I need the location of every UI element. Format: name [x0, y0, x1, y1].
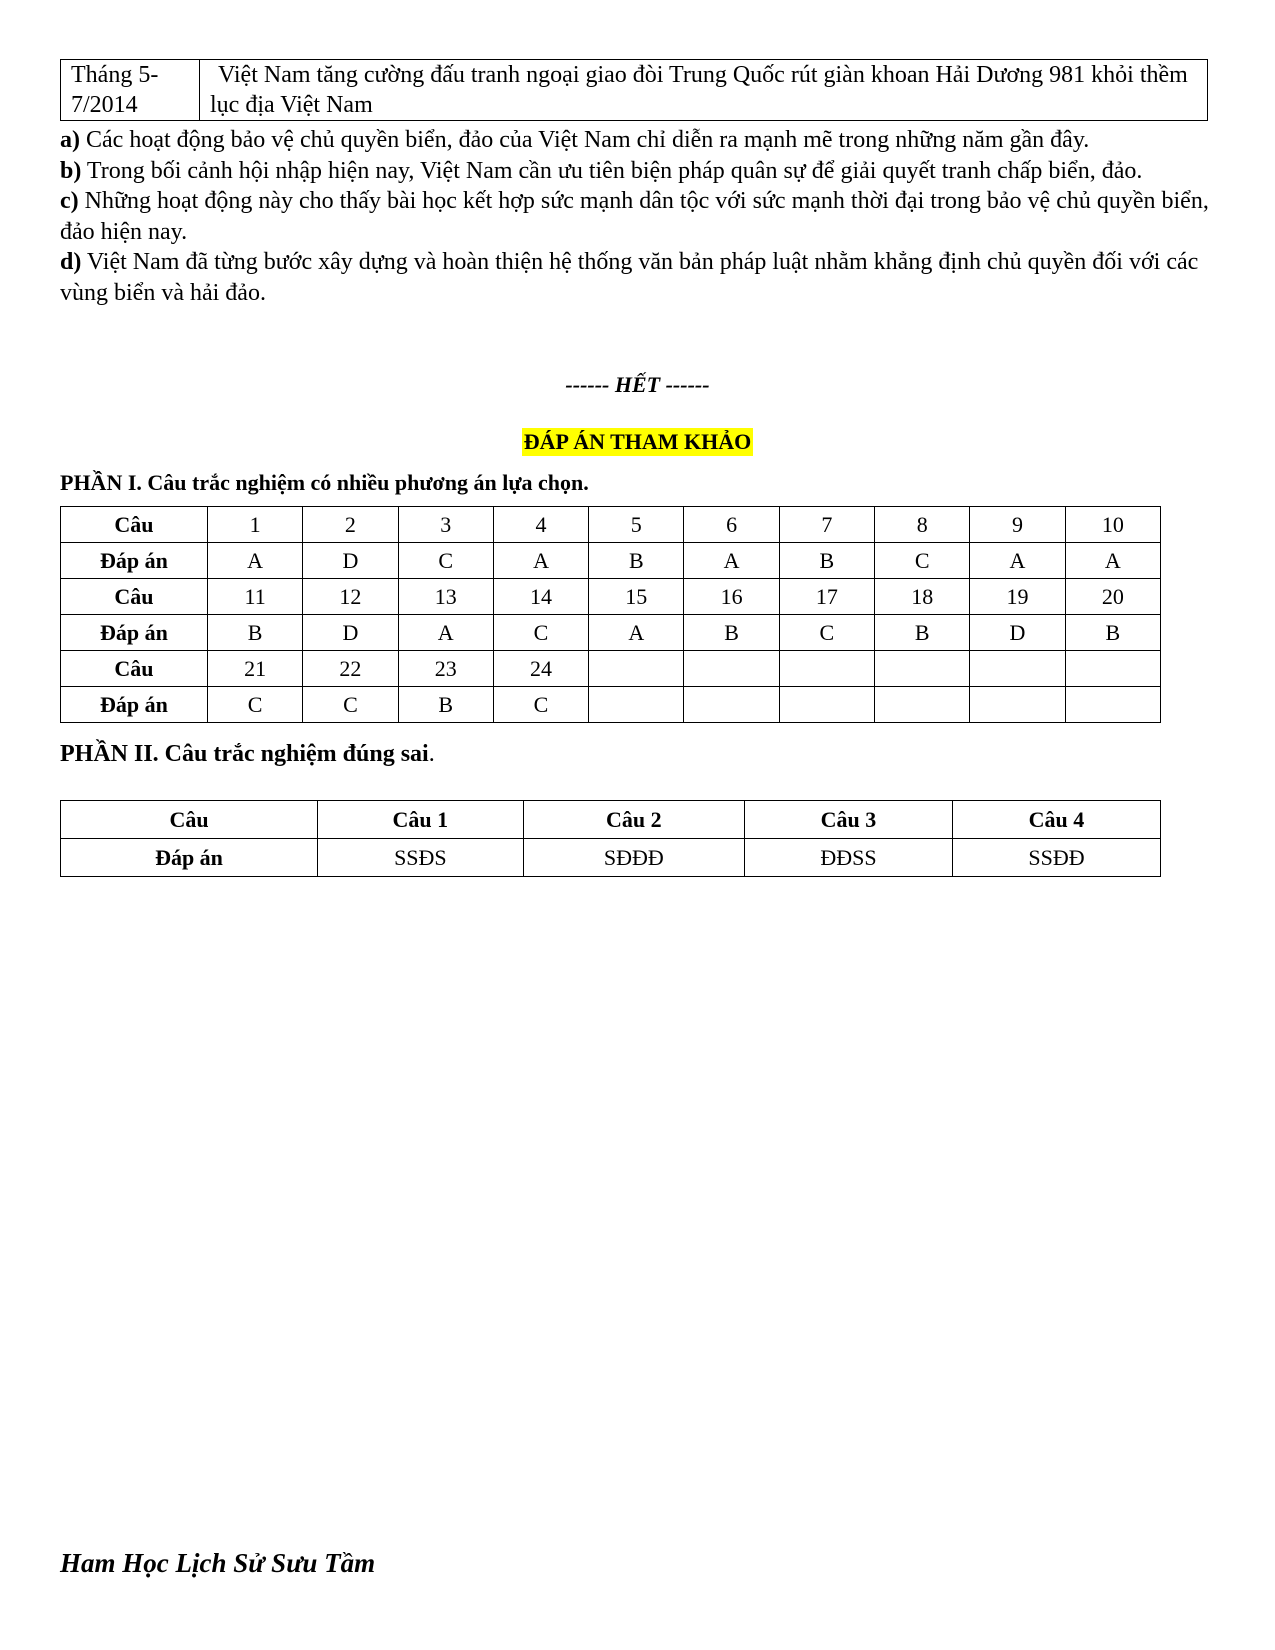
- answer-cell: A: [589, 615, 684, 651]
- row-label-answer: Đáp án: [61, 839, 318, 877]
- question-cell: [1065, 651, 1160, 687]
- statement-b: [60, 156, 1220, 187]
- row-label-answer: Đáp án: [61, 615, 208, 651]
- question-cell: 3: [398, 507, 493, 543]
- statement-d: [60, 247, 1220, 308]
- question-cell: 24: [493, 651, 588, 687]
- question-cell: 7: [779, 507, 874, 543]
- answer-cell: C: [493, 687, 588, 723]
- statement-text: Trong bối cảnh hội nhập hiện nay, Việt Nam cần ưu tiên biện pháp quân sự để giải quyết tranh chấp biển, đảo.: [81, 157, 1143, 184]
- answer-cell: B: [398, 687, 493, 723]
- answer-cell: SSĐS: [318, 839, 524, 877]
- question-cell: [589, 651, 684, 687]
- table-row: [61, 60, 1208, 121]
- question-cell: 2: [303, 507, 398, 543]
- statement-label: c): [60, 188, 79, 214]
- table-row: [61, 651, 1161, 687]
- question-cell: Câu 1: [318, 801, 524, 839]
- answer-cell: C: [493, 615, 588, 651]
- question-cell: 10: [1065, 507, 1160, 543]
- statement-a: [60, 125, 1220, 156]
- row-label-answer: Đáp án: [61, 687, 208, 723]
- row-label-question: Câu: [61, 651, 208, 687]
- statement-text: Việt Nam đã từng bước xây dựng và hoàn thiện hệ thống văn bản pháp luật nhằm khẳng định chủ quyền đối với các vùng biển và hải đảo.: [60, 249, 1199, 306]
- row-label-answer: Đáp án: [61, 543, 208, 579]
- table-row: [61, 543, 1161, 579]
- row-label-question: Câu: [61, 579, 208, 615]
- answer-cell: C: [398, 543, 493, 579]
- question-cell: Câu 3: [744, 801, 952, 839]
- question-cell: [875, 651, 970, 687]
- question-cell: Câu 2: [523, 801, 744, 839]
- answer-cell: A: [684, 543, 779, 579]
- event-description: Việt Nam tăng cường đấu tranh ngoại giao đòi Trung Quốc rút giàn khoan Hải Dương 981 khỏi thềm lục địa Việt Nam: [200, 60, 1208, 121]
- answer-cell: C: [779, 615, 874, 651]
- question-cell: 19: [970, 579, 1065, 615]
- question-cell: 21: [207, 651, 302, 687]
- answer-cell: A: [970, 543, 1065, 579]
- question-cell: 14: [493, 579, 588, 615]
- answer-cell: SĐĐĐ: [523, 839, 744, 877]
- answer-cell: [779, 687, 874, 723]
- statement-label: d): [60, 249, 82, 275]
- row-label-question: Câu: [61, 507, 208, 543]
- answer-cell: A: [398, 615, 493, 651]
- table-row: [61, 615, 1161, 651]
- answer-cell: [1065, 687, 1160, 723]
- question-cell: 5: [589, 507, 684, 543]
- statement-text: Các hoạt động bảo vệ chủ quyền biển, đảo của Việt Nam chỉ diễn ra mạnh mẽ trong những năm gần đây.: [80, 127, 1090, 153]
- table-row: [61, 507, 1161, 543]
- part2-title-period: .: [428, 741, 435, 767]
- question-cell: 1: [207, 507, 302, 543]
- question-cell: [684, 651, 779, 687]
- footer-credit: Ham Học Lịch Sử Sưu Tầm: [60, 1548, 376, 1578]
- answer-cell: [970, 687, 1065, 723]
- answer-title-wrap: [0, 428, 1275, 456]
- answer-cell: ĐĐSS: [744, 839, 952, 877]
- event-table: [60, 59, 1208, 121]
- answer-cell: B: [875, 615, 970, 651]
- part2-answer-table: [60, 800, 1161, 877]
- question-cell: 18: [875, 579, 970, 615]
- answer-cell: [589, 687, 684, 723]
- question-cell: 6: [684, 507, 779, 543]
- answer-cell: A: [1065, 543, 1160, 579]
- question-cell: 11: [207, 579, 302, 615]
- answer-cell: C: [207, 687, 302, 723]
- question-cell: [970, 651, 1065, 687]
- question-cell: 8: [875, 507, 970, 543]
- statement-label: b): [60, 157, 82, 184]
- answer-cell: D: [303, 543, 398, 579]
- answer-cell: B: [1065, 615, 1160, 651]
- part1-title: PHẦN I. Câu trắc nghiệm có nhiều phương án lựa chọn.: [60, 470, 589, 495]
- question-cell: 20: [1065, 579, 1160, 615]
- question-cell: 23: [398, 651, 493, 687]
- answer-cell: [684, 687, 779, 723]
- statement-c: [60, 186, 1220, 247]
- answer-cell: D: [970, 615, 1065, 651]
- question-cell: 13: [398, 579, 493, 615]
- answer-cell: C: [303, 687, 398, 723]
- end-marker: ------ HẾT ------: [565, 372, 710, 397]
- statement-list: [60, 125, 1220, 308]
- answer-cell: A: [493, 543, 588, 579]
- table-row: [61, 839, 1161, 877]
- statement-text: Những hoạt động này cho thấy bài học kết hợp sức mạnh dân tộc với sức mạnh thời đại trong bảo vệ chủ quyền biển, đảo hiện nay.: [60, 188, 1209, 245]
- answer-cell: [875, 687, 970, 723]
- question-cell: 22: [303, 651, 398, 687]
- part1-answer-table: [60, 506, 1161, 723]
- table-row: [61, 687, 1161, 723]
- question-cell: [779, 651, 874, 687]
- question-cell: 16: [684, 579, 779, 615]
- answer-cell: B: [779, 543, 874, 579]
- answer-cell: B: [684, 615, 779, 651]
- question-cell: 9: [970, 507, 1065, 543]
- answer-cell: SSĐĐ: [952, 839, 1160, 877]
- table-row: [61, 579, 1161, 615]
- question-cell: Câu 4: [952, 801, 1160, 839]
- question-cell: 4: [493, 507, 588, 543]
- answer-title: ĐÁP ÁN THAM KHẢO: [523, 429, 752, 454]
- part2-title: [60, 741, 435, 768]
- answer-cell: D: [303, 615, 398, 651]
- part2-title-text: PHẦN II. Câu trắc nghiệm đúng sai: [60, 741, 429, 767]
- table-row: [61, 801, 1161, 839]
- answer-cell: B: [207, 615, 302, 651]
- event-date: Tháng 5-7/2014: [61, 60, 200, 121]
- question-cell: 15: [589, 579, 684, 615]
- statement-label: a): [60, 127, 80, 153]
- answer-cell: B: [589, 543, 684, 579]
- answer-cell: A: [207, 543, 302, 579]
- row-label-question: Câu: [61, 801, 318, 839]
- answer-cell: C: [875, 543, 970, 579]
- question-cell: 17: [779, 579, 874, 615]
- question-cell: 12: [303, 579, 398, 615]
